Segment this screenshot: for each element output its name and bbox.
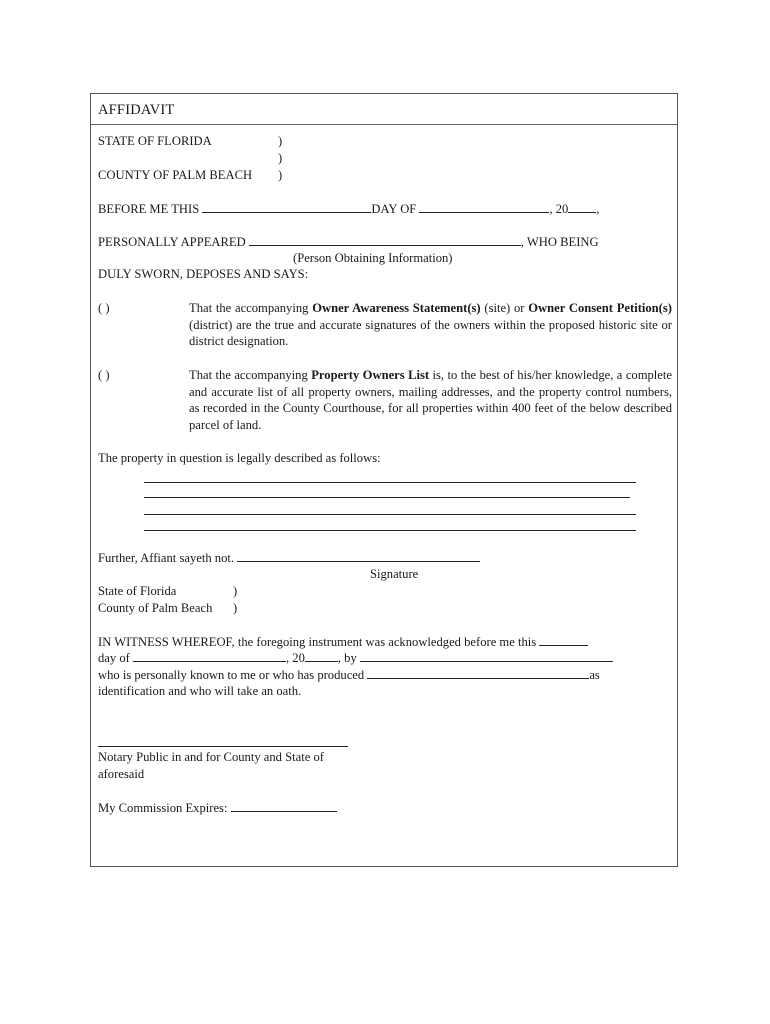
page-title: AFFIDAVIT xyxy=(98,102,175,118)
witness-line-4: identification and who will take an oath. xyxy=(98,684,302,698)
before-me-label: BEFORE ME THIS xyxy=(98,202,203,216)
venue2-paren-1: ) xyxy=(233,584,238,598)
legal-description-line-2[interactable] xyxy=(144,497,630,498)
appeared-suffix: , WHO BEING xyxy=(520,235,599,249)
witness-name-field[interactable] xyxy=(360,649,613,662)
notary-line-2: aforesaid xyxy=(98,767,145,781)
before-me-end: , xyxy=(596,202,600,216)
before-me-line xyxy=(98,200,600,218)
month-field[interactable] xyxy=(419,200,549,213)
witness-day-field[interactable] xyxy=(539,633,588,646)
signature-caption: Signature xyxy=(370,567,419,581)
sworn-statement: DULY SWORN, DEPOSES AND SAYS: xyxy=(98,267,309,281)
item1-text: That the accompanying Owner Awareness Statement(s) (site) or Owner Consent Petition(s) (district) are the true and accurate signatures of the owners within the proposed historic site or district designation. xyxy=(189,301,672,349)
witness-line-1: IN WITNESS WHEREOF, the foregoing instrument was acknowledged before me this xyxy=(98,633,588,651)
venue2-paren-2: ) xyxy=(233,601,238,615)
day-of-label: DAY OF xyxy=(371,202,420,216)
person-caption: (Person Obtaining Information) xyxy=(293,251,453,265)
witness-line-3: who is personally known to me or who has produced as xyxy=(98,668,600,682)
appeared-label: PERSONALLY APPEARED xyxy=(98,235,249,249)
venue-state: STATE OF FLORIDA xyxy=(98,134,212,148)
venue-paren-1: ) xyxy=(278,134,283,148)
notary-signature-line[interactable] xyxy=(98,746,348,747)
commission-line xyxy=(98,799,337,817)
commission-expires-field[interactable] xyxy=(231,799,337,812)
venue-paren-2: ) xyxy=(278,151,283,165)
item2-checkbox[interactable]: ( ) xyxy=(98,368,110,382)
legal-description-line-3[interactable] xyxy=(144,514,636,515)
venue2-state: State of Florida xyxy=(98,584,177,598)
title-bar xyxy=(91,94,677,125)
commission-label: My Commission Expires: xyxy=(98,801,231,815)
day-field[interactable] xyxy=(202,200,371,213)
witness-line-2: day of , 20 , by xyxy=(98,649,613,667)
further-line xyxy=(98,549,480,567)
venue-county: COUNTY OF PALM BEACH xyxy=(98,168,253,182)
witness-year-field[interactable] xyxy=(305,649,338,662)
item2-text: That the accompanying Property Owners List is, to the best of his/her knowledge, a complete and accurate list of all property owners, mailing addresses, and the property control numbers, as recorded in the County Courthouse, for all properties within 400 feet of the below described parcel of land. xyxy=(189,368,672,432)
year-prefix: , 20 xyxy=(549,202,569,216)
legal-description-line-4[interactable] xyxy=(144,530,636,531)
year-field[interactable] xyxy=(568,200,596,213)
legal-description-label: The property in question is legally described as follows: xyxy=(98,451,381,465)
venue2-county: County of Palm Beach xyxy=(98,601,213,615)
person-name-field[interactable] xyxy=(249,233,521,246)
appeared-line xyxy=(98,233,599,251)
witness-month-field[interactable] xyxy=(133,649,286,662)
further-label: Further, Affiant sayeth not. xyxy=(98,551,238,565)
signature-field[interactable] xyxy=(237,549,480,562)
legal-description-line-1[interactable] xyxy=(144,482,636,483)
venue-paren-3: ) xyxy=(278,168,283,182)
notary-line-1: Notary Public in and for County and State of xyxy=(98,750,324,764)
item1-checkbox[interactable]: ( ) xyxy=(98,301,110,315)
identification-field[interactable] xyxy=(367,666,589,679)
